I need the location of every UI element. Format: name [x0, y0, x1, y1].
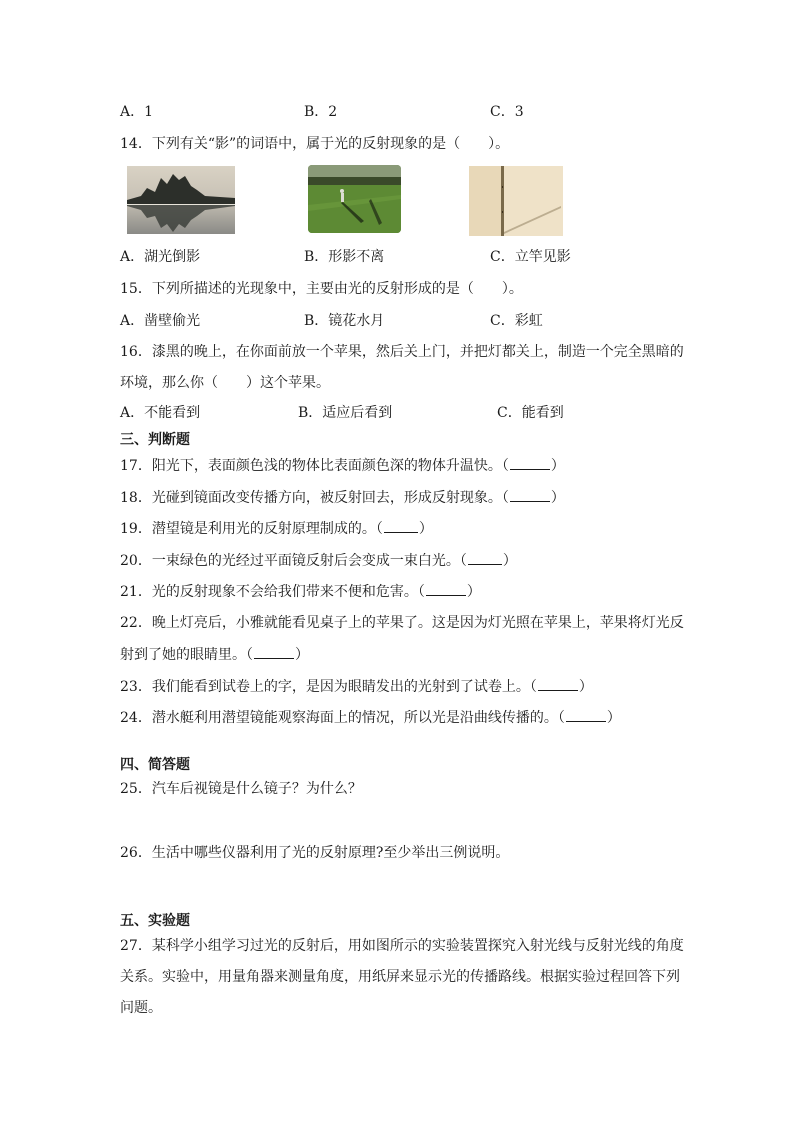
q22-end: ）	[295, 647, 309, 663]
q21	[120, 581, 481, 602]
q17-text: 17．阳光下，表面颜色浅的物体比表面颜色深的物体升温快。（	[120, 458, 509, 474]
q16-option-a[interactable]: A．不能看到	[120, 405, 201, 421]
q20-answer-blank[interactable]	[468, 550, 502, 565]
q19-text: 19．潜望镜是利用光的反射原理制成的。（	[120, 521, 383, 537]
q15-option-b[interactable]: B．镜花水月	[304, 313, 385, 329]
q19-answer-blank[interactable]	[384, 518, 418, 533]
q18-end: ）	[550, 490, 565, 506]
q21-text: 21．光的反射现象不会给我们带来不便和危害。（	[120, 584, 425, 600]
q16-option-c[interactable]: C．能看到	[497, 405, 564, 421]
q17-answer-blank[interactable]	[510, 455, 550, 470]
q23-text: 23．我们能看到试卷上的字，是因为眼睛发出的光射到了试卷上。（	[120, 679, 537, 695]
q26: 26．生活中哪些仪器利用了光的反射原理?至少举出三例说明。	[120, 845, 510, 861]
shadow-on-grass-photo	[308, 165, 401, 233]
q21-end: ）	[466, 584, 481, 600]
q22-line1: 22．晚上灯亮后，小雅就能看见桌子上的苹果了。这是因为灯光照在苹果上，苹果将灯光反	[120, 615, 684, 631]
q13-option-b[interactable]: B．2	[304, 104, 338, 120]
section-5-title: 五、实验题	[120, 913, 190, 929]
q13-option-a[interactable]: A．1	[120, 104, 154, 120]
q16-option-b[interactable]: B．适应后看到	[298, 405, 393, 421]
q14-option-b[interactable]: B．形影不离	[304, 249, 385, 265]
q18-text: 18．光碰到镜面改变传播方向，被反射回去，形成反射现象。（	[120, 490, 509, 506]
q24-end: ）	[606, 710, 621, 726]
q27-line1: 27．某科学小组学习过光的反射后，用如图所示的实验装置探究入射光线与反射光线的角度	[120, 938, 684, 954]
q20-text: 20．一束绿色的光经过平面镜反射后会变成一束白光。（	[120, 553, 467, 569]
q23-end: ）	[578, 679, 593, 695]
q17	[120, 455, 565, 476]
q16-stem-line2: 环境，那么你（ ）这个苹果。	[120, 375, 330, 391]
q13-option-c[interactable]: C．3	[490, 104, 524, 120]
section-3-title: 三、判断题	[120, 432, 190, 448]
q21-answer-blank[interactable]	[426, 581, 466, 596]
q18	[120, 487, 565, 508]
q14-option-c[interactable]: C．立竿见影	[490, 249, 571, 265]
q19-end: ）	[418, 521, 433, 537]
lake-reflection-photo	[127, 166, 235, 234]
q15-option-c[interactable]: C．彩虹	[490, 313, 543, 329]
q20-end: ）	[502, 553, 517, 569]
section-4-title: 四、简答题	[120, 757, 190, 773]
q24	[120, 707, 621, 728]
q27-line3: 问题。	[120, 1000, 162, 1016]
q17-end: ）	[550, 458, 565, 474]
q24-text: 24．潜水艇利用潜望镜能观察海面上的情况，所以光是沿曲线传播的。（	[120, 710, 565, 726]
q23-answer-blank[interactable]	[538, 676, 578, 691]
q14-option-a[interactable]: A．湖光倒影	[120, 249, 201, 265]
q27-line2: 关系。实验中，用量角器来测量角度，用纸屏来显示光的传播路线。根据实验过程回答下列	[120, 969, 680, 985]
q20	[120, 550, 517, 571]
pole-shadow-photo	[469, 166, 563, 236]
q15-option-a[interactable]: A．凿壁偷光	[120, 313, 201, 329]
q14-stem: 14．下列有关“影”的词语中，属于光的反射现象的是（ ）。	[120, 136, 510, 152]
q22-line2	[120, 644, 309, 665]
q23	[120, 676, 593, 697]
q25: 25．汽车后视镜是什么镜子？为什么？	[120, 781, 362, 797]
q24-answer-blank[interactable]	[566, 707, 606, 722]
q16-stem-line1: 16．漆黑的晚上，在你面前放一个苹果，然后关上门，并把灯都关上，制造一个完全黑暗的	[120, 344, 684, 360]
q19	[120, 518, 433, 539]
q22-answer-blank[interactable]	[254, 644, 294, 659]
q15-stem: 15．下列所描述的光现象中，主要由光的反射形成的是（ ）。	[120, 281, 523, 297]
q22-text: 射到了她的眼睛里。（	[120, 647, 253, 663]
q18-answer-blank[interactable]	[510, 487, 550, 502]
